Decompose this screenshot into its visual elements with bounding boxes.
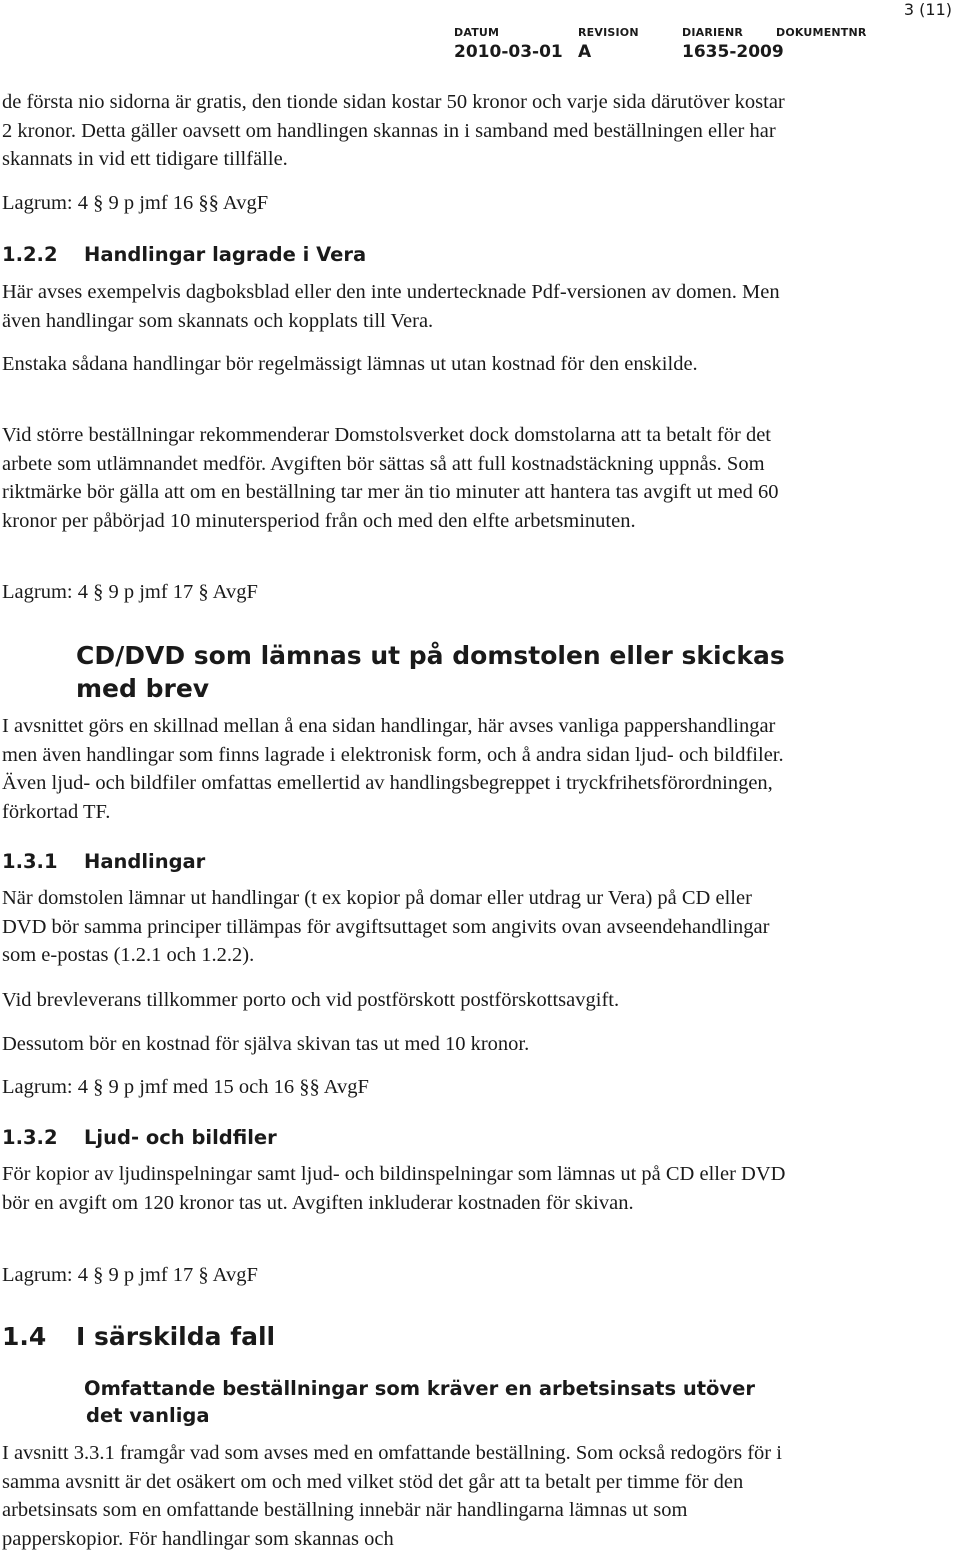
- heading-1-4-1-title: Omfattande beställningar som kräver en arbetsinsats utöver det vanliga: [84, 1377, 755, 1427]
- header-date: [454, 26, 563, 62]
- heading-1-3-2-title: Ljud- och bildfiler: [84, 1126, 277, 1149]
- heading-1-3-2: [2, 1124, 782, 1151]
- header-dokumentnr-label: DOKUMENTNR: [776, 26, 867, 39]
- paragraph-intro: de första nio sidorna är gratis, den tionde sidan kostar 50 kronor och varje sida därutöver kostar 2 kronor. Detta gäller oavsett om handlingen skannas in i samband med beställningen eller har skannats in vid ett tidigare tillfälle.: [2, 91, 785, 171]
- paragraph-1-2-2-a: Här avses exempelvis dagboksblad eller den inte undertecknade Pdf-versionen av domen. Men även handlingar som skannats och kopplats till Vera.: [2, 281, 780, 332]
- heading-1-3-1-title: Handlingar: [84, 850, 206, 873]
- paragraph-1-3: I avsnittet görs en skillnad mellan å ena sidan handlingar, här avses vanliga pappershandlingar men även handlingar som finns lagrade i elektronisk form, och å andra sidan ljud- och bildfiler. Även ljud- och bildfiler omfattas emellertid av handlingsbegreppet i tryckfrihetsförordningen, förkortad TF.: [2, 715, 784, 823]
- header-date-value: 2010-03-01: [454, 42, 563, 62]
- paragraph-1-4-1: I avsnitt 3.3.1 framgår vad som avses med en omfattande beställning. Som också redogörs för i samma avsnitt är det osäkert om och med vilket stöd det går att ta betalt per timme för den arbetsinsats som en omfattande beställning innebär när handlingarna lämnas ut som papperskopior. För handlingar som skannas och: [2, 1442, 782, 1550]
- heading-1-3-1-number: 1.3.1: [2, 850, 58, 873]
- heading-1-2-2-number: 1.2.2: [2, 243, 58, 266]
- paragraph-1-3-1-b: Vid brevleverans tillkommer porto och vid postförskott postförskottsavgift.: [2, 989, 620, 1011]
- heading-1-3-2-number: 1.3.2: [2, 1126, 58, 1149]
- heading-1-3: [2, 639, 802, 705]
- heading-1-4-title: I särskilda fall: [76, 1322, 276, 1351]
- heading-1-3-title: CD/DVD som lämnas ut på domstolen eller skickas med brev: [76, 641, 785, 703]
- page-number: 3 (11): [903, 0, 952, 19]
- header-revision-label: REVISION: [578, 26, 639, 39]
- heading-1-2-2: [2, 241, 782, 268]
- heading-1-2-2-title: Handlingar lagrade i Vera: [84, 243, 367, 266]
- lagrum-2: Lagrum: 4 § 9 p jmf 17 § AvgF: [2, 581, 258, 603]
- header-diarienr-value: 1635-2009: [682, 42, 784, 62]
- heading-1-4-1-number: [2, 1375, 84, 1402]
- heading-1-3-number: [2, 639, 76, 672]
- paragraph-1-3-2: För kopior av ljudinspelningar samt ljud- och bildinspelningar som lämnas ut på CD eller DVD bör en avgift om 120 kronor tas ut. Avgiften inkluderar kostnaden för skivan.: [2, 1163, 786, 1214]
- paragraph-1-2-2-c: Vid större beställningar rekommenderar Domstolsverket dock domstolarna att ta betalt för det arbete som utlämnandet medför. Avgiften bör sättas så att full kostnadstäckning uppnås. Som riktmärke bör gälla att om en beställning tar mer än tio minuter att hantera tas avgift ut med 60 kronor per påbörjad 10 minutersperiod från och med den elfte arbetsminuten.: [2, 424, 779, 532]
- header-revision-value: A: [578, 42, 592, 62]
- heading-1-4-number: 1.4: [2, 1322, 47, 1351]
- heading-1-4-1: [2, 1375, 792, 1429]
- lagrum-3: Lagrum: 4 § 9 p jmf med 15 och 16 §§ AvgF: [2, 1076, 369, 1098]
- paragraph-1-2-2-b: Enstaka sådana handlingar bör regelmässigt lämnas ut utan kostnad för den enskilde.: [2, 353, 698, 375]
- paragraph-1-3-1-c: Dessutom bör en kostnad för själva skivan tas ut med 10 kronor.: [2, 1033, 530, 1055]
- header-diarienr-label: DIARIENR: [682, 26, 744, 39]
- heading-1-3-1: [2, 848, 782, 875]
- paragraph-1-3-1-a: När domstolen lämnar ut handlingar (t ex kopior på domar eller utdrag ur Vera) på CD eller DVD bör samma principer tillämpas för avgiftsuttaget som angivits ovan avseendehandlingar som e-postas (1.2.1 och 1.2.2).: [2, 887, 770, 967]
- header-diarienr: [682, 26, 784, 62]
- header-date-label: DATUM: [454, 26, 500, 39]
- heading-1-4: [2, 1320, 802, 1353]
- header-revision: [578, 26, 639, 62]
- lagrum-1: Lagrum: 4 § 9 p jmf 16 §§ AvgF: [2, 192, 269, 214]
- lagrum-4: Lagrum: 4 § 9 p jmf 17 § AvgF: [2, 1264, 258, 1286]
- header-dokumentnr: [776, 26, 867, 42]
